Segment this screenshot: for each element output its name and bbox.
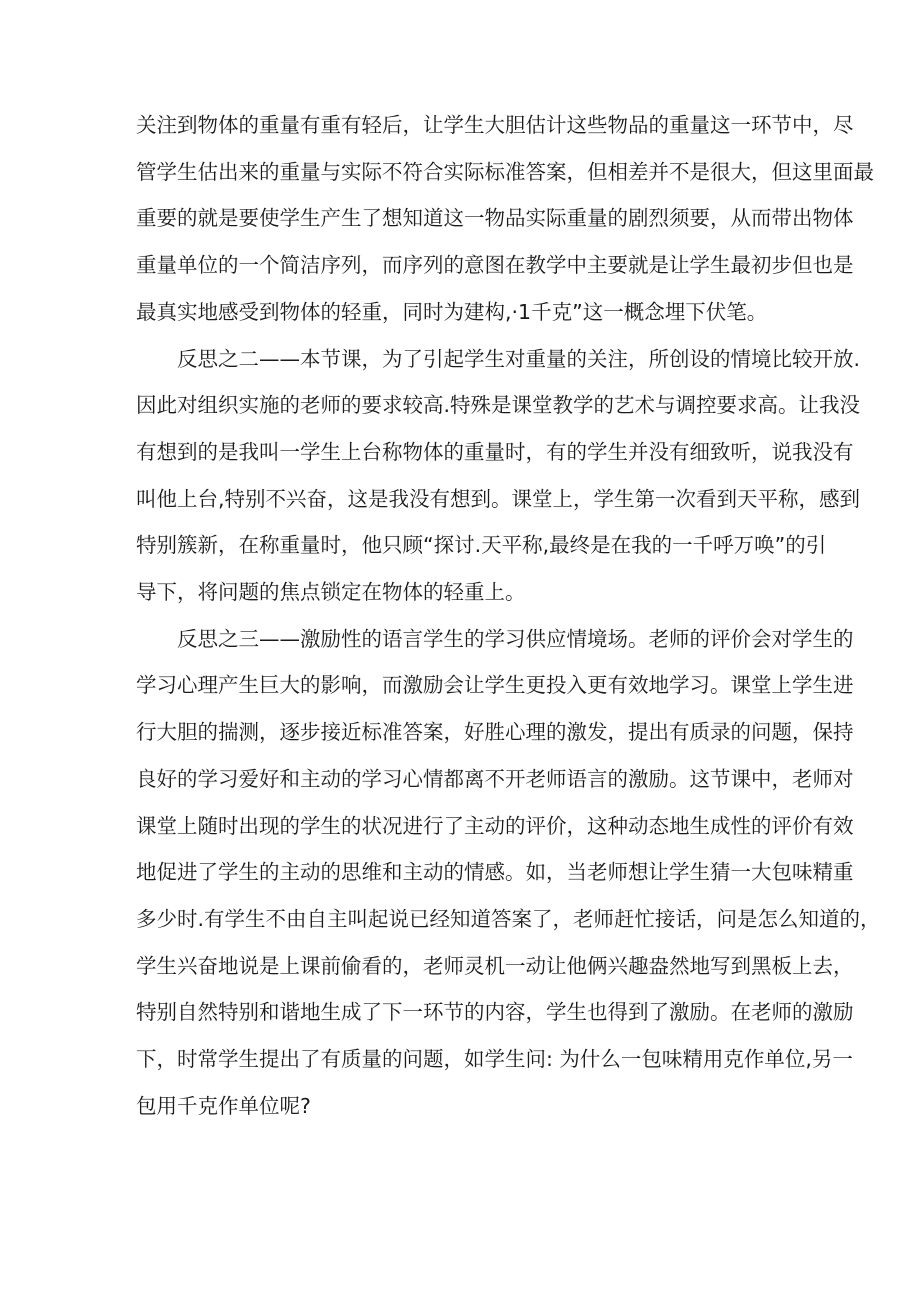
paragraph-line: 重量单位的一个简洁序列，而序列的意图在教学中主要就是让学生最初步但也是 — [136, 253, 854, 278]
paragraph-line: 重要的就是要使学生产生了想知道这一物品实际重量的剧烈须要，从而带出物体 — [136, 206, 854, 231]
paragraph-line: 关注到物体的重量有重有轻后，让学生大胆估计这些物品的重量这一环节中，尽 — [136, 113, 854, 137]
paragraph-line: 反思之二——本节课，为了引起学生对重量的关注，所创设的情境比较开放. — [177, 346, 861, 371]
paragraph-line: 多少时.有学生不由自主叫起说已经知道答案了，老师赶忙接话，问是怎么知道的， — [136, 906, 881, 931]
paragraph-line: 下，时常学生提出了有质量的问题，如学生问: 为什么一包味精用克作单位,另一 — [136, 1047, 853, 1071]
paragraph-line: 特别簇新，在称重量时，他只顾“探讨.天平称,最终是在我的一千呼万唤”的引 — [136, 533, 827, 558]
paragraph-line: 行大胆的揣测，逐步接近标准答案，好胜心理的激发，提出有质录的问题，保持 — [136, 720, 854, 745]
paragraph-line: 有想到的是我叫一学生上台称物体的重量时，有的学生并没有细致听，说我没有 — [136, 439, 854, 464]
paragraph-line: 课堂上随时出现的学生的状况进行了主动的评价，这种动态地生成性的评价有效 — [136, 813, 854, 838]
paragraph-line: 特别自然特别和谐地生成了下一环节的内容，学生也得到了激励。在老师的激励 — [136, 1000, 854, 1025]
paragraph-line: 地促进了学生的主动的思维和主动的情感。如，当老师想让学生猜一大包味精重 — [136, 860, 854, 885]
paragraph-line: 包用千克作单位呢? — [136, 1093, 311, 1118]
paragraph-line: 叫他上台,特别不兴奋，这是我没有想到。课堂上，学生第一次看到天平称，感到 — [136, 486, 861, 511]
paragraph-line: 反思之三——激励性的语言学生的学习供应情境场。老师的评价会对学生的 — [177, 626, 854, 651]
paragraph-line: 最真实地感受到物体的轻重，同时为建构,·1千克”这一概念埋下伏笔。 — [136, 299, 768, 324]
paragraph-line: 学习心理产生巨大的影响，而激励会让学生更投入更有效地学习。课堂上学生进 — [136, 673, 854, 698]
paragraph-line: 良好的学习爱好和主动的学习心情都离不开老师语言的激励。这节课中，老师对 — [136, 766, 854, 791]
paragraph-line: 导下，将问题的焦点锁定在物体的轻重上。 — [136, 580, 526, 604]
paragraph-line: 管学生估出来的重量与实际不符合实际标准答案，但相差并不是很大，但这里面最 — [136, 159, 874, 184]
paragraph-line: 学生兴奋地说是上课前偷看的，老师灵机一动让他俩兴趣盎然地写到黑板上去， — [136, 953, 854, 978]
paragraph-line: 因此对组织实施的老师的要求较高.特殊是课堂教学的艺术与调控要求高。让我没 — [136, 393, 861, 418]
